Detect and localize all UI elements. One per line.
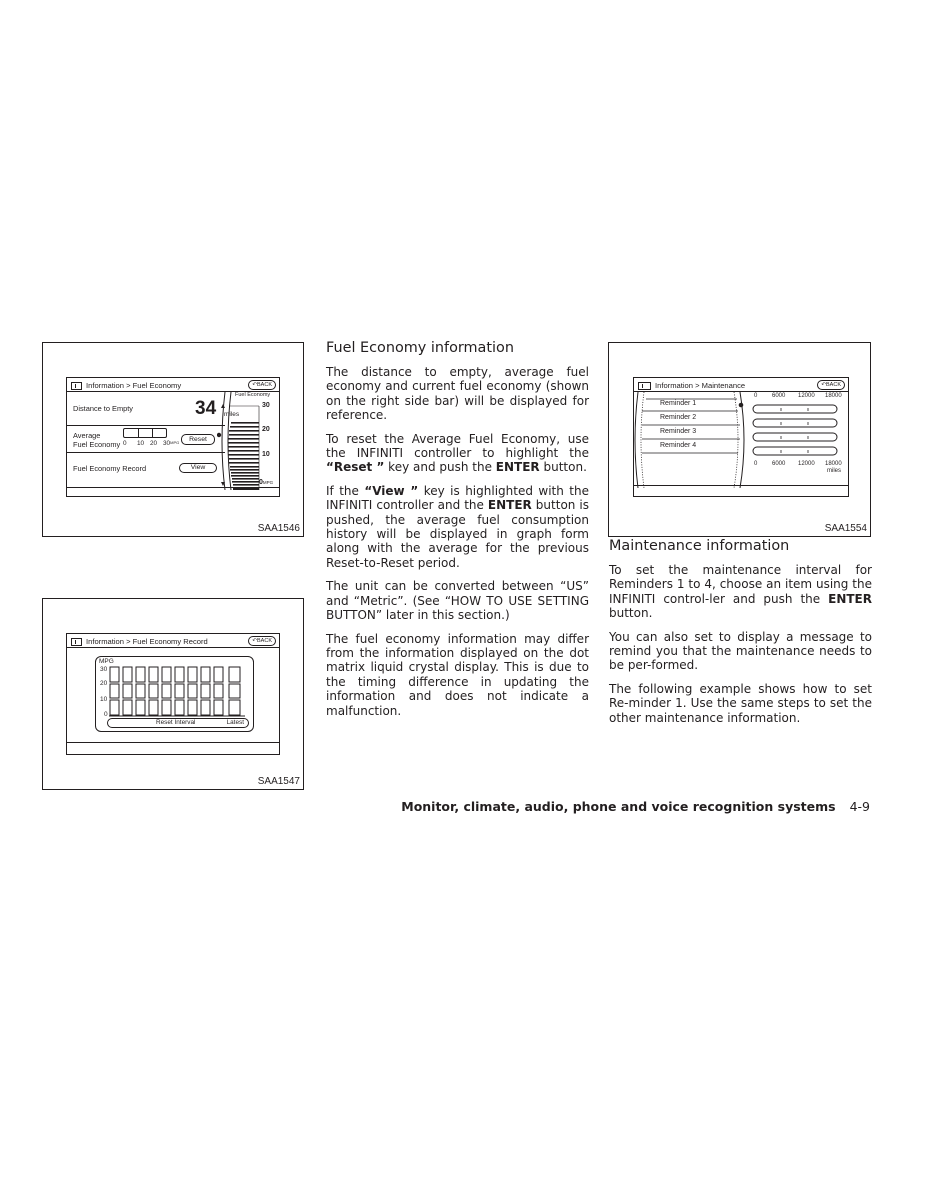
fuel-economy-section: [326, 340, 589, 727]
screen-title-bar: [71, 637, 208, 646]
fuel-economy-screen: [66, 377, 280, 497]
screen-bottom-bar: [634, 485, 848, 496]
side-scale-0: 0MPG: [259, 479, 274, 486]
reset-button[interactable]: Reset: [181, 434, 215, 445]
row-divider: [67, 425, 225, 426]
figure-caption: SAA1547: [257, 776, 300, 787]
screen-title: Information > Fuel Economy: [86, 381, 182, 390]
footer-section-title: Monitor, climate, audio, phone and voice recognition systems: [401, 799, 836, 814]
maintenance-section: [609, 538, 872, 734]
figure-maintenance: [608, 342, 871, 537]
back-button[interactable]: ↶BACK: [248, 636, 276, 646]
record-screen: [66, 633, 280, 755]
side-scale-20: 20: [262, 426, 270, 433]
row-divider: [67, 452, 225, 453]
fuel-economy-side-bar: [217, 392, 280, 490]
y-tick-30: 30: [100, 666, 108, 673]
reminder-2[interactable]: Reminder 2: [660, 414, 697, 421]
page-number: 4-9: [849, 799, 870, 814]
distance-unit: miles: [224, 411, 240, 418]
side-scale-30: 30: [262, 402, 270, 409]
avg-scale: 0 10 20 30 MPG: [123, 440, 180, 447]
avg-label-line1: Average: [73, 431, 101, 440]
paragraph: The distance to empty, average fuel economy and current fuel economy (shown on the right side bar) will be displayed for reference.: [326, 365, 589, 423]
paragraph: If the “View ” key is highlighted with the INFINITI controller and the ENTER button is pushed, the average fuel consumption history will be displayed in graph form along with the average for the previous Reset-to-Reset period.: [326, 483, 589, 570]
figure-caption: SAA1554: [824, 523, 867, 534]
paragraph: The unit can be converted between “US” and “Metric”. (See “HOW TO USE SETTING BUTTON” later in this section.): [326, 579, 589, 623]
record-timeline: [107, 718, 249, 728]
back-button[interactable]: ↶BACK: [817, 380, 845, 390]
reminder-1[interactable]: Reminder 1: [660, 400, 697, 407]
screen-title-bar: [638, 381, 745, 390]
screen-title-bar: [71, 381, 181, 390]
y-tick-20: 20: [100, 680, 108, 687]
figure-caption: SAA1546: [257, 523, 300, 534]
info-icon: [71, 638, 82, 646]
reminder-3[interactable]: Reminder 3: [660, 428, 697, 435]
info-icon: [71, 382, 82, 390]
reset-interval-label: Reset Interval: [156, 719, 196, 726]
distance-value: 34: [195, 398, 217, 419]
screen-title: Information > Fuel Economy Record: [86, 637, 208, 646]
y-tick-10: 10: [100, 696, 108, 703]
paragraph: You can also set to display a message to remind you that the maintenance needs to be per-formed.: [609, 629, 872, 673]
figure-fuel-economy: [42, 342, 304, 537]
title-divider: [67, 647, 279, 648]
maintenance-screen: [633, 377, 849, 497]
screen-bottom-bar: [67, 487, 279, 496]
paragraph: To reset the Average Fuel Economy, use the INFINITI controller to highlight the “Reset ” key and push the ENTER button.: [326, 431, 589, 475]
maintenance-scale-bottom: 0 6000 12000 18000 miles: [754, 461, 842, 474]
latest-label: Latest: [226, 719, 244, 726]
reminder-4[interactable]: Reminder 4: [660, 442, 697, 449]
page-footer: [401, 799, 870, 814]
info-icon: [638, 382, 651, 390]
section-heading: Maintenance information: [609, 538, 790, 554]
scale-unit: miles: [827, 468, 842, 474]
paragraph: The fuel economy information may differ from the information displayed on the dot matrix liquid crystal display. This is due to the timing difference in updating the information and does not indicate a malfunction.: [326, 631, 589, 718]
reminder-bars: [752, 404, 840, 460]
paragraph: To set the maintenance interval for Reminders 1 to 4, choose an item using the INFINITI control-ler and push the ENTER button.: [609, 563, 872, 621]
section-heading: Fuel Economy information: [326, 340, 514, 356]
screen-title: Information > Maintenance: [655, 381, 746, 390]
avg-fuel-bar: [123, 428, 167, 438]
figure-fuel-economy-record: [42, 598, 304, 790]
screen-bottom-bar: [67, 742, 279, 754]
side-bar-title: Fuel Economy: [235, 392, 271, 398]
graph-unit: MPG: [99, 658, 114, 665]
side-scale-10: 10: [262, 451, 270, 458]
back-button[interactable]: ↶BACK: [248, 380, 276, 390]
record-label: Fuel Economy Record: [73, 464, 147, 473]
paragraph: The following example shows how to set Re-minder 1. Use the same steps to set the other maintenance information.: [609, 681, 872, 725]
maintenance-scale-top: 0 6000 12000 18000: [754, 393, 842, 399]
avg-label-line2: Fuel Economy: [73, 440, 121, 449]
y-tick-0: 0: [104, 711, 108, 718]
record-bars: [109, 666, 249, 718]
view-button[interactable]: View: [179, 463, 217, 473]
distance-label: Distance to Empty: [73, 404, 133, 413]
